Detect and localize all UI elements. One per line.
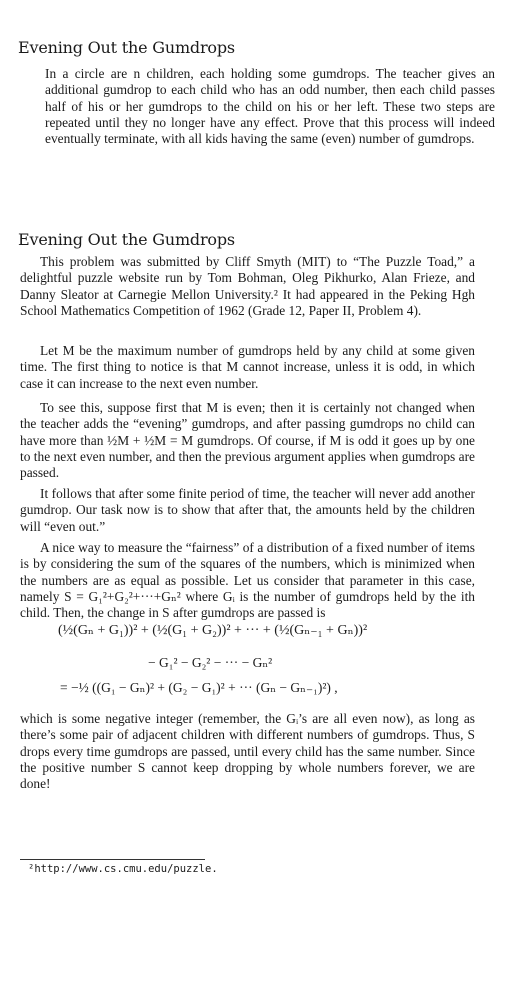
problem-text: In a circle are n children, each holding some gumdrops. The teacher gives an additional gumdrop to each child who has an odd number, then each child passes half of his or her gumdrops to the child on his or her left. These two steps are repeated until they no longer have any effect. Prove that this process will indeed eventually terminate, with all kids having the same (even) number of gumdrops. (45, 66, 495, 147)
equation-line-2: − G₁² − G₂² − ··· − Gₙ² (148, 655, 273, 670)
solution-paragraph-3: To see this, suppose first that M is even; then it is certainly not changed when the teacher adds the “evening” gumdrops, and after passing gumdrops no child can have more than ½M + ½M = M gumdrops. Of course, if M is odd it goes up by one to the next even number, and then the previous argument applies when gumdrops are passed. (20, 400, 475, 481)
solution-title: Evening Out the Gumdrops (18, 230, 235, 249)
footnote-divider (20, 859, 205, 860)
solution-paragraph-1: This problem was submitted by Cliff Smyth (MIT) to “The Puzzle Toad,” a delightful puzzle website run by Tom Bohman, Oleg Pikhurko, Alan Frieze, and Danny Sleator at Carnegie Mellon University.² It had appeared in the Peking Hgh School Mathematics Competition of 1962 (Grade 12, Paper II, Problem 4). (20, 254, 475, 318)
solution-paragraph-4: It follows that after some finite period of time, the teacher will never add another gumdrop. Our task now is to show that after that, the amounts held by the children will “even out.” (20, 486, 475, 534)
problem-title: Evening Out the Gumdrops (18, 38, 235, 57)
equation-line-3: = −½ ((G₁ − Gₙ)² + (G₂ − G₁)² + ··· (Gₙ − Gₙ₋₁)²) , (60, 680, 338, 695)
solution-paragraph-2: Let M be the maximum number of gumdrops held by any child at some given time. The first thing to notice is that M cannot increase, unless it is odd, in which case it can increase to the next even number. (20, 343, 475, 391)
solution-paragraph-5: A nice way to measure the “fairness” of a distribution of a fixed number of items is by considering the sum of the squares of the numbers, which is minimized when the numbers are as equal as possible. Let us consider that parameter in this case, namely S = G₁²+G₂²+···+Gₙ² where Gᵢ is the number of gumdrops held by the ith child. Then, the change in S after gumdrops are passed is (20, 540, 475, 621)
solution-paragraph-6: which is some negative integer (remember, the Gᵢ’s are all even now), as long as there’s some pair of adjacent children with different numbers of gumdrops. Thus, S drops every time gumdrops are passed, until every child has the same number. Since the positive number S cannot keep dropping by whole numbers forever, we are done! (20, 711, 475, 792)
footnote: ²http://www.cs.cmu.edu/puzzle. (28, 863, 218, 875)
equation-line-1: (½(Gₙ + G₁))² + (½(G₁ + G₂))² + ··· + (½(Gₙ₋₁ + Gₙ))² (58, 623, 368, 638)
